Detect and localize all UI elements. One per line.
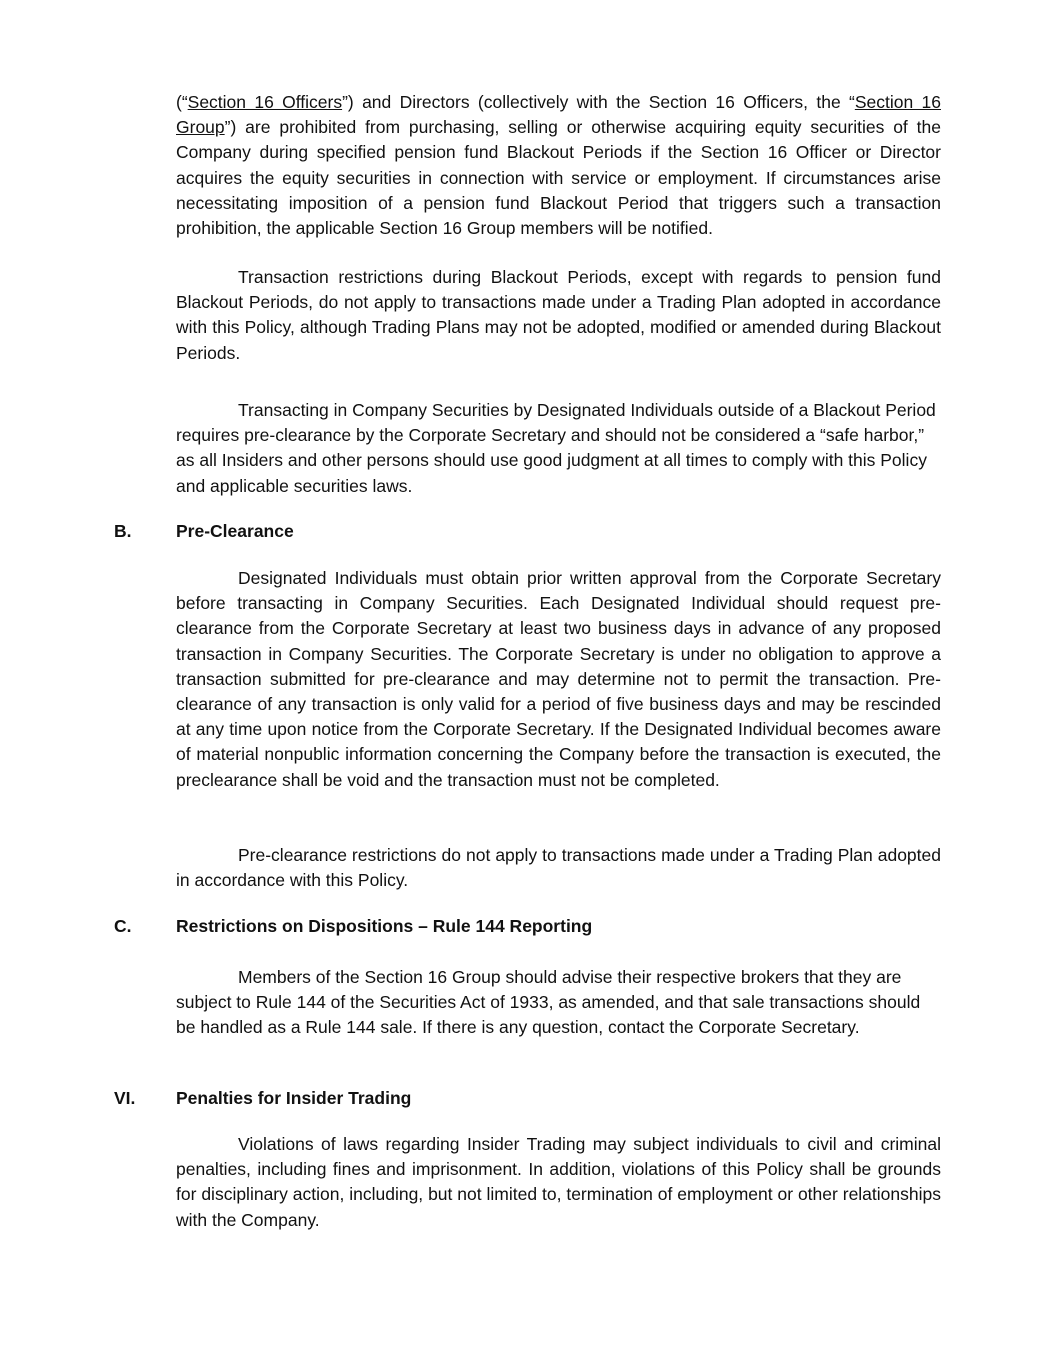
section-title: Penalties for Insider Trading (176, 1088, 412, 1108)
open-quote: (“ (176, 92, 188, 112)
section-number: B. (114, 521, 132, 541)
section-title: Pre-Clearance (176, 521, 294, 541)
section-number: VI. (114, 1088, 136, 1108)
section-heading-vi (114, 1086, 411, 1111)
section-number: C. (114, 916, 132, 936)
section-heading-b (114, 519, 294, 544)
defined-term-section-16-group: Section 16 Group (176, 92, 941, 138)
paragraph-pre-clearance-requirement: Transacting in Company Securities by Designated Individuals outside of a Blackout Period requires pre-clearance by the Corporate Secretary and should not be considered a “safe harbor,” as all Insiders and other persons should use good judgment at all times to comply with this Policy and applicable securities laws. (176, 400, 936, 496)
paragraph-pre-clearance-approval: Designated Individuals must obtain prior written approval from the Corporate Secretary before transacting in Company Securities. Each Designated Individual should request pre-clearance from the Corporate Secretary at least two business days in advance of any proposed transaction in Company Securities. The Corporate Secretary is under no obligation to approve a transaction submitted for pre-clearance and may determine not to permit the transaction. Pre-clearance of any transaction is only valid for a period of five business days and may be rescinded at any time upon notice from the Corporate Secretary. If the Designated Individual becomes aware of material nonpublic information concerning the Company before the transaction is executed, the preclearance shall be void and the transaction must not be completed. (176, 568, 941, 790)
paragraph-text: ”) are prohibited from purchasing, selling or otherwise acquiring equity securities of the Company during specified pension fund Blackout Periods if the Section 16 Officer or Director acquires the equity securities in connection with service or employment. If circumstances arise necessitating imposition of a pension fund Blackout Period that triggers such a transaction prohibition, the applicable Section 16 Group members will be notified. (176, 117, 941, 239)
paragraph-rule-144: Members of the Section 16 Group should advise their respective brokers that they are subject to Rule 144 of the Securities Act of 1933, as amended, and that sale transactions should be handled as a Rule 144 sale. If there is any question, contact the Corporate Secretary. (176, 967, 921, 1038)
paragraph-text: ”) and Directors (collectively with the Section 16 Officers, the “ (342, 92, 855, 112)
paragraph-blackout-restrictions: Transaction restrictions during Blackout Periods, except with regards to pension fund Blackout Periods, do not apply to transactions made under a Trading Plan adopted in accordance with this Policy, although Trading Plans may not be adopted, modified or amended during Blackout Periods. (176, 267, 941, 363)
section-heading-c (114, 914, 592, 939)
paragraph-section-16-group (176, 90, 941, 241)
paragraph-penalties: Violations of laws regarding Insider Trading may subject individuals to civil and criminal penalties, including fines and imprisonment. In addition, violations of this Policy shall be grounds for disciplinary action, including, but not limited to, termination of employment or other relationships with the Company. (176, 1134, 941, 1230)
section-title: Restrictions on Dispositions – Rule 144 Reporting (176, 916, 593, 936)
paragraph-pre-clearance-exception: Pre-clearance restrictions do not apply to transactions made under a Trading Plan adopted in accordance with this Policy. (176, 845, 941, 891)
defined-term-section-16-officers: Section 16 Officers (187, 92, 343, 112)
